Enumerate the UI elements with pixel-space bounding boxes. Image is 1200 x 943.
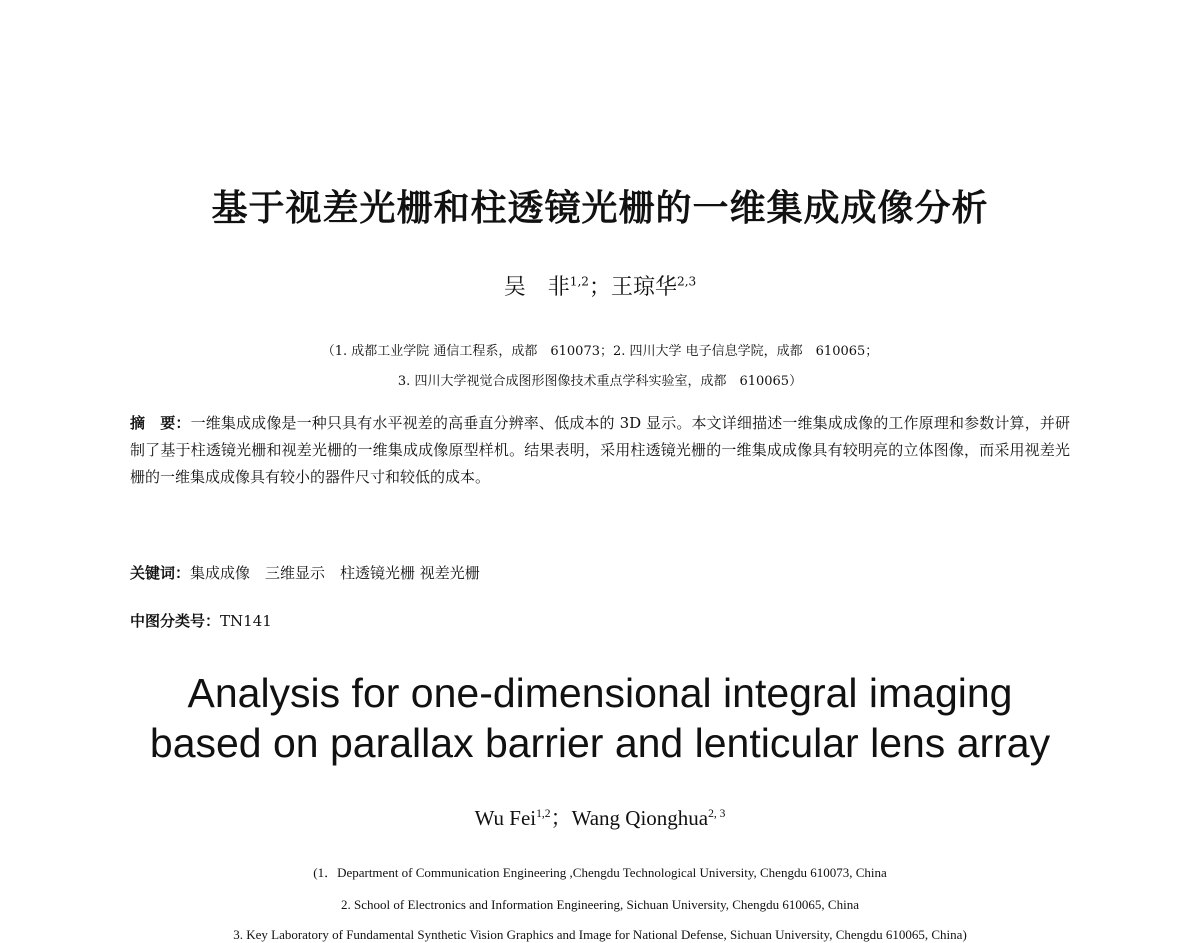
classification-number: [130, 608, 1070, 635]
author-name: Wu Fei: [474, 806, 537, 830]
author-affiliation-marker: 2,3: [677, 274, 697, 289]
author-name: Wang Qionghua: [571, 806, 709, 830]
classification-label: 中图分类号：: [130, 612, 221, 630]
chinese-affiliation-line: （1. 成都工业学院 通信工程系，成都 610073；2. 四川大学 电子信息学院，成都 610065；: [321, 344, 879, 359]
classification-text: TN141: [220, 612, 272, 630]
author-separator: ；: [588, 275, 611, 300]
english-affiliation-line: (1．Department of Communication Engineering ,Chengdu Technological University, Chengdu 610073, China: [313, 865, 887, 880]
keywords-label: 关键词：: [130, 564, 191, 582]
author-affiliation-marker: 1,2: [536, 808, 551, 820]
chinese-authors: [0, 270, 1200, 301]
keywords-text: 集成成像 三维显示 柱透镜光栅 视差光栅: [190, 564, 480, 582]
abstract-text: 一维集成成像是一种只具有水平视差的高垂直分辨率、低成本的 3D 显示。本文详细描述一维集成成像的工作原理和参数计算，并研制了基于柱透镜光栅和视差光栅的一维集成成像原型样机。结果表明，采用柱透镜光栅的一维集成成像具有较明亮的立体图像，而采用视差光栅的一维集成成像具有较小的器件尺寸和较低的成本。: [130, 414, 1070, 486]
author-affiliation-marker: 1,2: [569, 274, 589, 289]
chinese-title: 基于视差光栅和柱透镜光栅的一维集成成像分析: [211, 188, 989, 229]
abstract-label: 摘 要：: [130, 414, 191, 432]
chinese-affiliation-line: 3. 四川大学视觉合成图形图像技术重点学科实验室，成都 610065）: [397, 374, 803, 389]
author-separator: ；: [550, 806, 572, 830]
english-title-line: Analysis for one-dimensional integral imaging: [187, 670, 1013, 716]
author-name: 吴 非: [503, 275, 570, 300]
chinese-keywords: [130, 560, 1070, 587]
english-affiliation-line: 3. Key Laboratory of Fundamental Synthetic Vision Graphics and Image for National Defense, Sichuan University, Chengdu 610065, China): [233, 927, 967, 942]
english-authors: [0, 802, 1200, 832]
english-affiliation-line: 2. School of Electronics and Information Engineering, Sichuan University, Chengdu 610065, China: [341, 897, 859, 912]
author-affiliation-marker: 2, 3: [708, 808, 726, 820]
english-title-line: based on parallax barrier and lenticular lens array: [149, 720, 1051, 766]
chinese-abstract: [130, 410, 1070, 491]
author-name: 王琼华: [611, 275, 678, 300]
